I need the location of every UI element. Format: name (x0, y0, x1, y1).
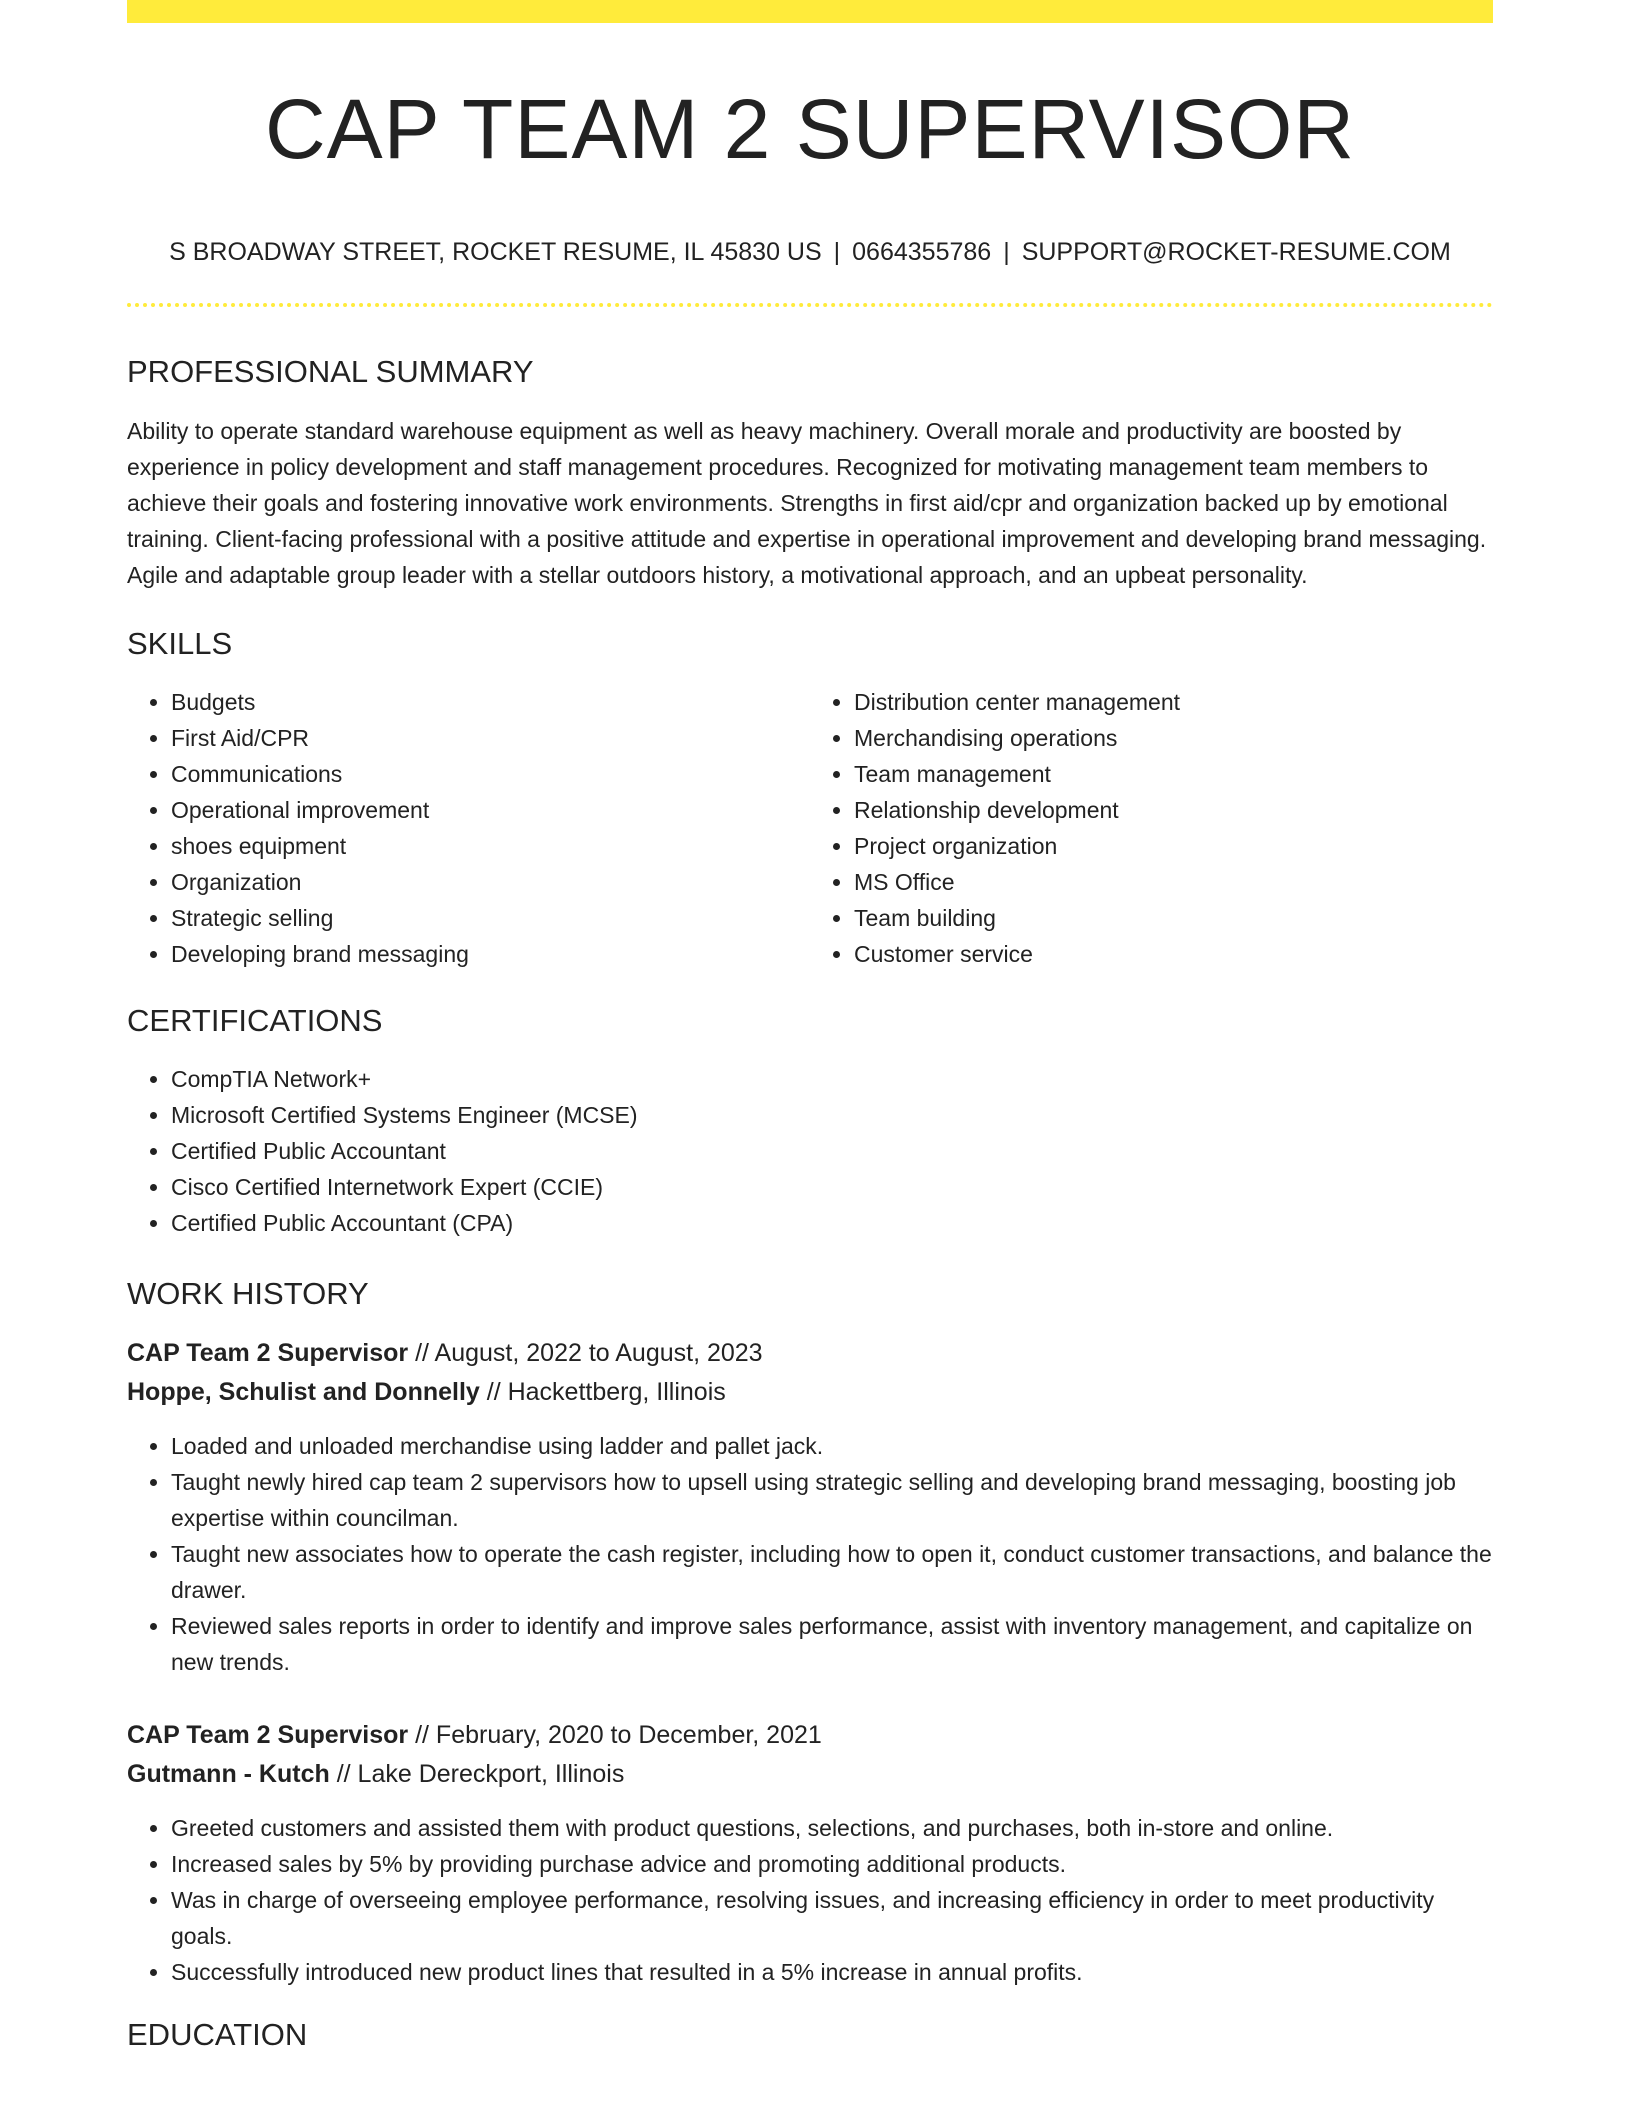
job-entry (127, 1716, 1493, 1990)
summary-text: Ability to operate standard warehouse equipment as well as heavy machinery. Overall morale and productivity are boosted by experience in policy development and staff management procedures. Recognized for motivating management team members to achieve their goals and fostering innovative work environments. Strengths in first aid/cpr and organization backed up by emotional training. Client-facing professional with a positive attitude and expertise in operational improvement and developing brand messaging. Agile and adaptable group leader with a stellar outdoors history, a motivational approach, and an upbeat personality. (127, 417, 1487, 588)
job-bullet: • Reviewed sales reports in order to identify and improve sales performance, assist with inventory management, and capitalize on new trends. (171, 1608, 1493, 1680)
job-location: // Lake Dereckport, Illinois (329, 1760, 625, 1789)
job-bullet: • Loaded and unloaded merchandise using ladder and pallet jack. (171, 1428, 1493, 1464)
education-heading: EDUCATION (127, 2017, 308, 2053)
certification-item: • Microsoft Certified Systems Engineer (MCSE) (171, 1097, 1493, 1133)
certifications-list (127, 1061, 1493, 1241)
resume-name: CAP TEAM 2 SUPERVISOR (264, 82, 1356, 176)
skill-item: • Operational improvement (171, 792, 810, 828)
skill-item: • Organization (171, 864, 810, 900)
skill-item: • Merchandising operations (854, 720, 1493, 756)
job-bullets (127, 1428, 1493, 1680)
certification-item: • Cisco Certified Internetwork Expert (CCIE) (171, 1169, 1493, 1205)
contact-address: S BROADWAY STREET, ROCKET RESUME, IL 45830 US (169, 238, 822, 267)
job-bullet: • Successfully introduced new product lines that resulted in a 5% increase in annual profits. (171, 1954, 1493, 1990)
skill-item: • shoes equipment (171, 828, 810, 864)
skill-item: • Distribution center management (854, 684, 1493, 720)
certification-item: • CompTIA Network+ (171, 1061, 1493, 1097)
job-location: // Hackettberg, Illinois (479, 1378, 726, 1407)
certification-item: • Certified Public Accountant (CPA) (171, 1205, 1493, 1241)
skills-list-right (810, 684, 1493, 972)
job-dates: // February, 2020 to December, 2021 (408, 1721, 822, 1750)
job-bullet: • Was in charge of overseeing employee performance, resolving issues, and increasing efficiency in order to meet productivity goals. (171, 1882, 1493, 1954)
skill-item: • Communications (171, 756, 810, 792)
job-dates: // August, 2022 to August, 2023 (408, 1339, 763, 1368)
contact-phone: 0664355786 (852, 238, 992, 267)
job-bullet: • Taught new associates how to operate the cash register, including how to open it, conduct customer transactions, and balance the drawer. (171, 1536, 1493, 1608)
skill-item: • Strategic selling (171, 900, 810, 936)
job-bullet: • Greeted customers and assisted them with product questions, selections, and purchases, both in-store and online. (171, 1810, 1493, 1846)
summary-heading: PROFESSIONAL SUMMARY (127, 354, 534, 390)
resume-page (127, 0, 1493, 2053)
job-bullets (127, 1810, 1493, 1990)
job-company-line (127, 1755, 1493, 1794)
skills-list-left (127, 684, 810, 972)
skill-item: • Team building (854, 900, 1493, 936)
job-title-line (127, 1716, 1493, 1755)
contact-separator: | (1003, 238, 1010, 267)
skill-item: • Developing brand messaging (171, 936, 810, 972)
skills-grid (127, 662, 1493, 972)
job-company: Hoppe, Schulist and Donnelly (127, 1378, 480, 1407)
skill-item: • Project organization (854, 828, 1493, 864)
skills-heading: SKILLS (127, 625, 233, 661)
certifications-heading: CERTIFICATIONS (127, 1002, 383, 1038)
job-company-line (127, 1373, 1493, 1412)
skill-item: • MS Office (854, 864, 1493, 900)
certification-item: • Certified Public Accountant (171, 1133, 1493, 1169)
job-title-line (127, 1334, 1493, 1373)
job-role: CAP Team 2 Supervisor (127, 1339, 409, 1368)
contact-separator: | (833, 238, 841, 267)
job-role: CAP Team 2 Supervisor (127, 1721, 409, 1750)
contact-email: SUPPORT@ROCKET-RESUME.COM (1021, 238, 1451, 267)
contact-line (127, 237, 1493, 267)
accent-top-bar (127, 0, 1493, 23)
dotted-divider (127, 303, 1493, 307)
skill-item: • Relationship development (854, 792, 1493, 828)
job-bullet: • Increased sales by 5% by providing purchase advice and promoting additional products. (171, 1846, 1493, 1882)
job-bullet: • Taught newly hired cap team 2 supervisors how to upsell using strategic selling and developing brand messaging, boosting job expertise within councilman. (171, 1464, 1493, 1536)
skill-item: • Customer service (854, 936, 1493, 972)
skill-item: • First Aid/CPR (171, 720, 810, 756)
job-entry (127, 1334, 1493, 1680)
work-history-heading: WORK HISTORY (127, 1275, 369, 1311)
skill-item: • Team management (854, 756, 1493, 792)
job-company: Gutmann - Kutch (127, 1760, 330, 1789)
skill-item: • Budgets (171, 684, 810, 720)
